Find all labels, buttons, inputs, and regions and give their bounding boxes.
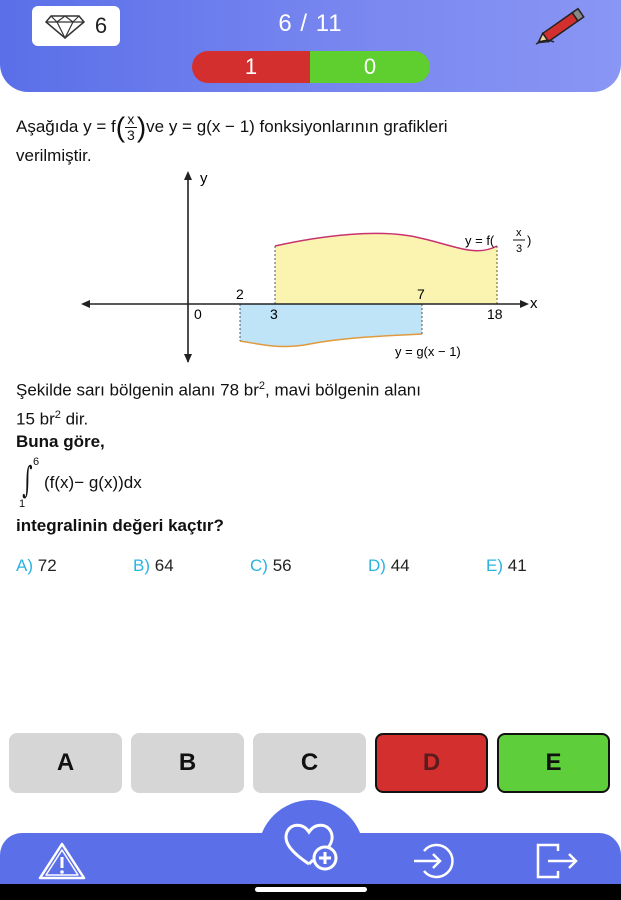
yellow-region: [275, 233, 497, 304]
tick-2: 2: [236, 286, 244, 302]
fraction-numerator: x: [125, 112, 137, 128]
choice-value: 56: [272, 556, 292, 575]
integral-lower: 1: [19, 498, 26, 510]
choice-value: 64: [154, 556, 174, 575]
tick-7: 7: [417, 286, 425, 302]
pencil-icon[interactable]: [532, 4, 592, 48]
area-line2-suffix: dir.: [60, 409, 89, 429]
choice-letter: B): [133, 556, 150, 575]
integrand: (f(x)− g(x))dx: [44, 473, 142, 492]
answer-button-a[interactable]: A: [9, 733, 122, 793]
sup-2b: 2: [54, 408, 61, 421]
f-label-prefix: y = f(: [465, 233, 495, 248]
integral-expression: [16, 454, 316, 510]
intro-line2: verilmiştir.: [16, 146, 92, 165]
question-intro: Aşağıda y = f( $\frac{x}{3}$ )ve y = g(x − 1) fonksiyonlarının grafikleri verilmiştir.: [16, 112, 612, 167]
answer-button-c[interactable]: C: [253, 733, 366, 793]
question-prompt: Buna göre,: [16, 432, 105, 451]
choice-c[interactable]: [250, 556, 292, 576]
f-label-den: 3: [516, 243, 523, 255]
choice-b[interactable]: [133, 556, 174, 576]
choice-letter: E): [486, 556, 503, 575]
score-bar: [192, 51, 430, 83]
correct-count: 0: [310, 51, 430, 83]
choice-a[interactable]: [16, 556, 57, 576]
intro-suffix: ve y = g(x − 1) fonksiyonlarının grafikleri: [146, 116, 448, 136]
integral-upper: 6: [33, 456, 40, 468]
function-graph: [80, 166, 550, 366]
f-label-suffix: ): [527, 233, 532, 248]
choice-letter: C): [250, 556, 268, 575]
choice-d[interactable]: [368, 556, 410, 576]
tick-3: 3: [270, 306, 278, 322]
choice-e[interactable]: [486, 556, 527, 576]
fraction: [125, 112, 137, 143]
question-progress: 6 / 11: [278, 10, 343, 37]
tick-18: 18: [487, 306, 503, 322]
area-prefix: Şekilde sarı bölgenin alanı 78 br: [16, 380, 259, 400]
choice-value: 44: [390, 556, 410, 575]
answer-button-e[interactable]: E: [497, 733, 610, 793]
warning-icon[interactable]: [37, 841, 87, 881]
f-label-num: x: [516, 227, 522, 239]
area-mid: , mavi bölgenin alanı: [265, 380, 421, 400]
question-prompt-end: integralinin değeri kaçtır?: [16, 516, 224, 535]
svg-text:y = f(: [465, 233, 495, 248]
gem-count: 6: [94, 13, 108, 38]
g-label: y = g(x − 1): [395, 344, 461, 359]
fraction-denominator: 3: [127, 127, 135, 143]
login-icon[interactable]: [410, 841, 460, 881]
choice-value: 72: [37, 556, 57, 575]
home-indicator[interactable]: [255, 887, 367, 892]
origin-label: 0: [194, 306, 202, 322]
answer-button-d[interactable]: D: [375, 733, 488, 793]
integral-sign: ∫: [22, 460, 33, 501]
choice-letter: A): [16, 556, 33, 575]
header-bar: [0, 0, 621, 92]
choice-value: 41: [507, 556, 527, 575]
wrong-count: 1: [192, 51, 310, 83]
y-axis-label: y: [200, 170, 208, 187]
area-statement: [16, 374, 612, 431]
intro-prefix: Aşağıda y = f: [16, 116, 116, 136]
exit-icon[interactable]: [532, 841, 582, 881]
heart-add-icon: [281, 818, 341, 872]
area-line2-prefix: 15 br: [16, 409, 55, 429]
answer-button-b[interactable]: B: [131, 733, 244, 793]
choice-letter: D): [368, 556, 386, 575]
x-axis-label: x: [530, 295, 538, 312]
choice-list: [16, 556, 616, 578]
sup-2a: 2: [258, 380, 266, 392]
